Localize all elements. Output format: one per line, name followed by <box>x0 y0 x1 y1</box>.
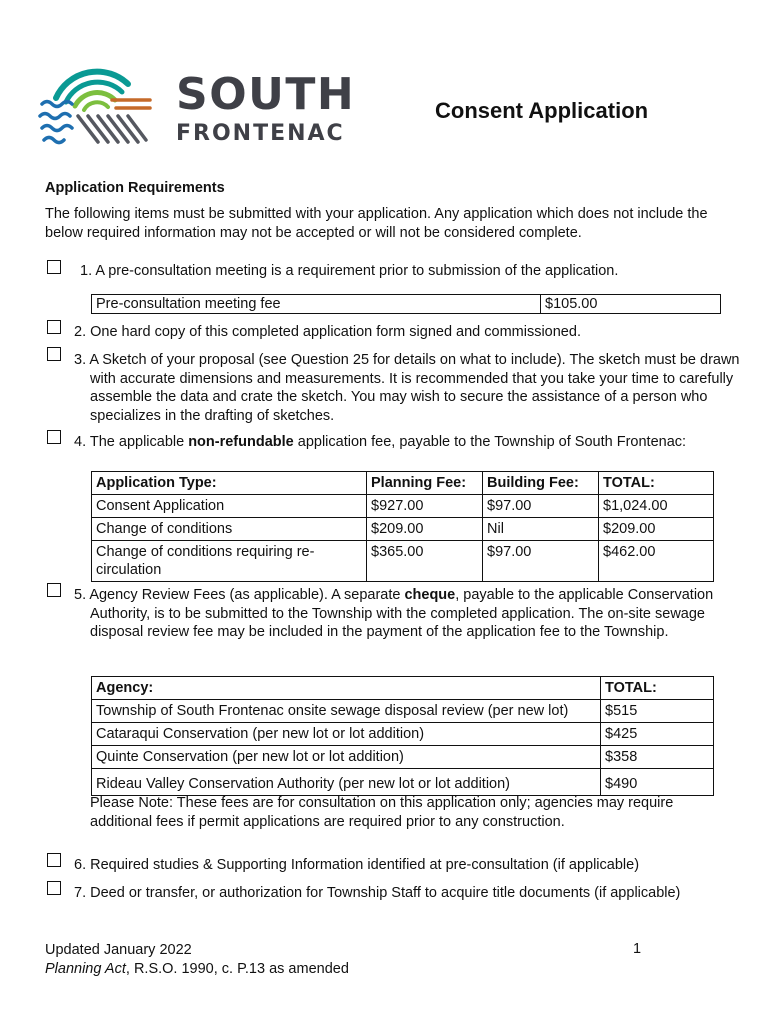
item-7-text: 7. Deed or transfer, or authorization for Township Staff to acquire title documents (if applicable) <box>74 885 681 901</box>
item-4-text-pre: 4. The applicable <box>74 434 189 450</box>
fee-header-total: TOTAL: <box>599 472 714 495</box>
fee-cell: Consent Application <box>92 495 367 518</box>
south-frontenac-logo <box>38 58 158 150</box>
item-5-text-pre: 5. Agency Review Fees (as applicable). A separate <box>74 587 405 603</box>
agency-cell: Cataraqui Conservation (per new lot or lot addition) <box>92 723 601 746</box>
fee-cell: Change of conditions <box>92 518 367 541</box>
fee-cell: $209.00 <box>599 518 714 541</box>
item-3-text: 3. A Sketch of your proposal (see Question 25 for details on what to include). The sketch must be drawn with accurate dimensions and measurements. It is recommended that you take your time to carefully assemble the data and crate the sketch. You may wish to secure the assistance of a person who specializes in the drafting of sketches. <box>74 352 740 424</box>
fees-note: Please Note: These fees are for consultation on this application only; agencies may require additional fees if permit applications are required prior to any construction. <box>90 795 674 830</box>
item-6-text: 6. Required studies & Supporting Information identified at pre-consultation (if applicable) <box>74 857 640 873</box>
brand-name-frontenac: FRONTENAC <box>176 121 345 146</box>
item-7-checkbox[interactable] <box>47 881 61 895</box>
item-2-checkbox[interactable] <box>47 320 61 334</box>
agency-header: Agency: <box>92 677 601 700</box>
fee-header-planning: Planning Fee: <box>367 472 483 495</box>
fee-cell: Nil <box>483 518 599 541</box>
footer-act-title: Planning Act <box>45 961 126 977</box>
fee-cell: $97.00 <box>483 541 599 582</box>
fee-cell: Change of conditions requiring re-circulation <box>92 541 367 582</box>
footer-updated: Updated January 2022 <box>45 942 192 958</box>
footer <box>45 941 349 979</box>
agency-cell: Township of South Frontenac onsite sewage disposal review (per new lot) <box>92 700 601 723</box>
footer-act-citation: , R.S.O. 1990, c. P.13 as amended <box>125 961 349 977</box>
fee-cell: $1,024.00 <box>599 495 714 518</box>
fee-header-building: Building Fee: <box>483 472 599 495</box>
agency-cell: $515 <box>601 700 714 723</box>
table-row <box>92 746 714 769</box>
agency-cell: $358 <box>601 746 714 769</box>
agency-cell: Rideau Valley Conservation Authority (per new lot or lot addition) <box>92 769 601 796</box>
table-row <box>92 495 714 518</box>
item-4-text <box>74 433 686 452</box>
agency-cell: $425 <box>601 723 714 746</box>
page-title: Consent Application <box>435 98 649 123</box>
preconsult-label: Pre-consultation meeting fee <box>92 295 541 314</box>
page-number: 1 <box>633 941 642 957</box>
preconsult-fee-table <box>91 294 721 314</box>
item-5-text-bold: cheque <box>404 587 456 603</box>
item-5-checkbox[interactable] <box>47 583 61 597</box>
item-4-text-bold: non-refundable <box>188 434 294 450</box>
item-1-text: 1. A pre-consultation meeting is a requirement prior to submission of the application. <box>80 263 619 279</box>
item-2-text: 2. One hard copy of this completed application form signed and commissioned. <box>74 324 581 340</box>
item-4-checkbox[interactable] <box>47 430 61 444</box>
fee-cell: $97.00 <box>483 495 599 518</box>
section-heading: Application Requirements <box>45 180 225 196</box>
table-row <box>92 723 714 746</box>
agency-cell: $490 <box>601 769 714 796</box>
agency-fee-table <box>91 676 714 796</box>
item-6-checkbox[interactable] <box>47 853 61 867</box>
item-5-text-post: , payable to the applicable Conservation Authority, is to be submitted to the Township with the completed application. The on-site sewage disposal review fee may be included in the payment of the application fee to the Township. <box>90 587 714 640</box>
table-row <box>92 700 714 723</box>
table-row <box>92 518 714 541</box>
fee-cell: $209.00 <box>367 518 483 541</box>
intro-paragraph: The following items must be submitted with your application. Any application which does not include the below required information may not be accepted or will not be considered complete. <box>45 206 708 241</box>
fee-cell: $365.00 <box>367 541 483 582</box>
fee-cell: $462.00 <box>599 541 714 582</box>
brand-name-south: SOUTH <box>176 69 356 120</box>
item-5-text <box>74 586 734 642</box>
agency-cell: Quinte Conservation (per new lot or lot addition) <box>92 746 601 769</box>
agency-total-header: TOTAL: <box>601 677 714 700</box>
fee-cell: $927.00 <box>367 495 483 518</box>
table-row <box>92 769 714 796</box>
item-3-checkbox[interactable] <box>47 347 61 361</box>
application-fee-table <box>91 471 714 582</box>
fee-header-type: Application Type: <box>92 472 367 495</box>
preconsult-fee: $105.00 <box>541 295 721 314</box>
item-1-checkbox[interactable] <box>47 260 61 274</box>
table-row <box>92 541 714 582</box>
item-4-text-post: application fee, payable to the Township of South Frontenac: <box>293 434 687 450</box>
